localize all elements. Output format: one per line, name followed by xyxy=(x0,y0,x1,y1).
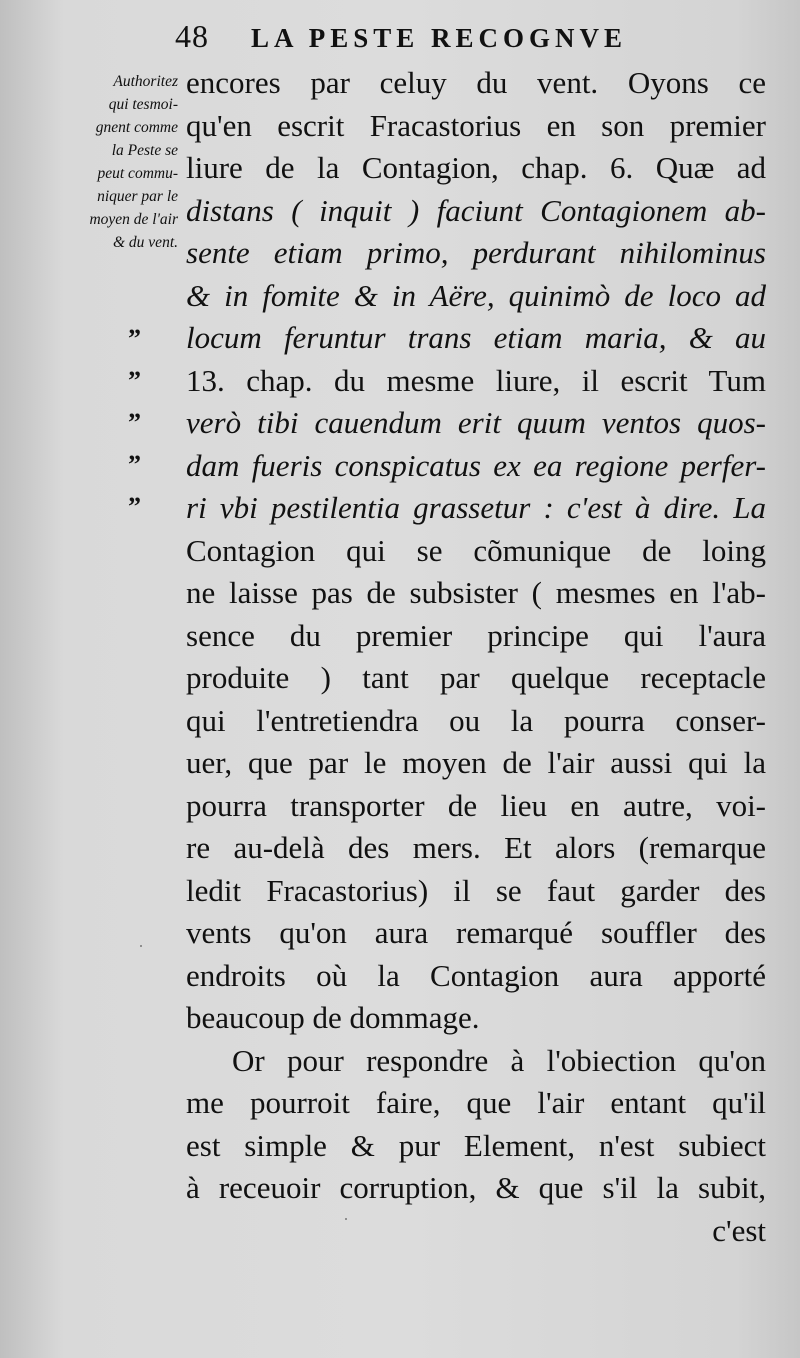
text-line: ne laisse pas de subsister ( mesmes en l'ab- xyxy=(186,575,766,610)
quote-mark: ” xyxy=(128,324,141,353)
marginal-note-line: & du vent. xyxy=(113,234,178,251)
ink-speck xyxy=(140,945,142,947)
text-line: distans ( inquit ) faciunt Contagionem ab- xyxy=(186,192,766,228)
marginal-note xyxy=(30,70,178,254)
text-line: produite ) tant par quelque receptacle xyxy=(186,660,766,695)
text-line: à receuoir corruption, & que s'il la subit, xyxy=(186,1170,766,1205)
text-line: ledit Fracastorius) il se faut garder des xyxy=(186,872,766,908)
marginal-note-line: peut commu- xyxy=(97,165,178,182)
text-line: est simple & pur Element, n'est subiect xyxy=(186,1127,766,1163)
text-line: 13. chap. du mesme liure, il escrit Tum xyxy=(186,362,766,398)
text-line: liure de la Contagion, chap. 6. Quæ ad xyxy=(186,150,766,185)
text-line: encores par celuy du vent. Oyons ce xyxy=(186,65,766,100)
marginal-note-line: gnent comme xyxy=(95,119,178,136)
marginal-note-line: niquer par le xyxy=(97,188,178,205)
text-line: locum feruntur trans etiam maria, & au xyxy=(186,320,766,355)
quote-mark: ” xyxy=(128,408,141,437)
text-line: dam fueris conspicatus ex ea regione perfer- xyxy=(186,447,766,483)
text-line: pourra transporter de lieu en autre, voi- xyxy=(186,787,766,823)
quotation-marks xyxy=(128,318,162,528)
quote-mark: ” xyxy=(128,366,141,395)
text-line: sence du premier principe qui l'aura xyxy=(186,617,766,653)
text-line: Contagion qui se cõmunique de loing xyxy=(186,532,766,568)
text-line: sente etiam primo, perdurant nihilominus xyxy=(186,235,766,270)
text-line: me pourroit faire, que l'air entant qu'il xyxy=(186,1085,766,1120)
text-line: & in fomite & in Aëre, quinimò de loco ad xyxy=(186,277,766,313)
body-text xyxy=(186,62,766,1252)
text-line: vents qu'on aura remarqué souffler des xyxy=(186,915,766,950)
text-line: beaucoup de dommage. xyxy=(186,1000,480,1035)
page-number: 48 xyxy=(175,18,209,54)
text-line: ri vbi pestilentia grassetur : c'est à dire. La xyxy=(186,490,766,525)
marginal-note-line: Authoritez xyxy=(113,73,178,90)
marginal-note-line: la Peste se xyxy=(111,142,178,159)
marginal-note-line: moyen de l'air xyxy=(89,211,178,228)
quote-mark: ” xyxy=(128,492,141,521)
text-line: qu'en escrit Fracastorius en son premier xyxy=(186,107,766,143)
ink-speck xyxy=(345,1218,347,1220)
text-line: qui l'entretiendra ou la pourra conser- xyxy=(186,702,766,738)
page-header xyxy=(175,18,775,64)
text-line: Or pour respondre à l'obiection qu'on xyxy=(232,1042,766,1078)
text-line: verò tibi cauendum erit quum ventos quos- xyxy=(186,405,766,440)
running-title: LA PESTE RECOGNVE xyxy=(251,23,628,53)
catchword: c'est xyxy=(712,1212,766,1248)
text-line: endroits où la Contagion aura apporté xyxy=(186,957,766,993)
text-line: re au-delà des mers. Et alors (remarque xyxy=(186,830,766,865)
text-line: uer, que par le moyen de l'air aussi qui la xyxy=(186,745,766,780)
quote-mark: ” xyxy=(128,450,141,479)
marginal-note-line: qui tesmoi- xyxy=(108,96,178,113)
